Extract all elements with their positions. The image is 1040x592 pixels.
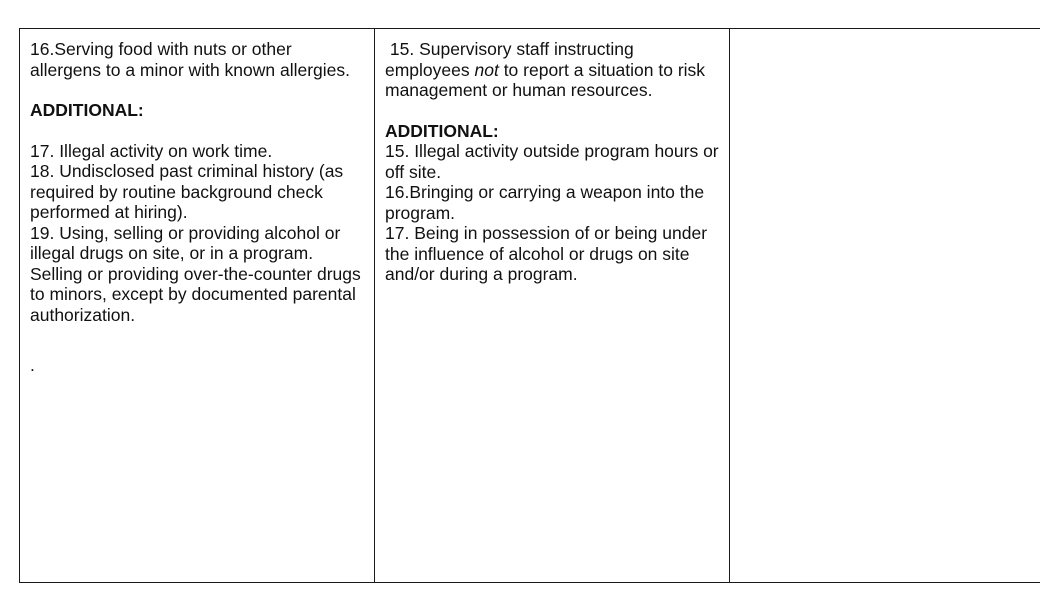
policy-table [19, 28, 1040, 583]
left-additional-heading: ADDITIONAL: [30, 100, 144, 120]
middle-item-15-emphasis: not [474, 59, 499, 80]
middle-item-17: 17. Being in possession of or being under the influence of alcohol or drugs on site and/or during a program. [385, 223, 712, 284]
left-item-16: 16.Serving food with nuts or other allergens to a minor with known allergies. [30, 39, 351, 80]
middle-item-15-end: to report a situation to risk management or human resources. [385, 59, 710, 100]
middle-item-15b: 15. Illegal activity outside program hours or off site. [385, 141, 724, 182]
middle-item-15-start: 15. Supervisory staff instructing employees [385, 39, 639, 80]
right-column-cell [730, 29, 1040, 583]
middle-item-16: 16.Bringing or carrying a weapon into the program. [385, 182, 709, 223]
middle-item-15 [385, 39, 721, 101]
left-column-cell [20, 29, 375, 583]
middle-additional-heading: ADDITIONAL: [385, 120, 499, 141]
left-item-19: 19. Using, selling or providing alcohol or illegal drugs on site, or in a program. Selling or providing over-the-counter drugs to minors, except by documented parental authorization. [30, 222, 366, 325]
left-item-17: 17. Illegal activity on work time. [30, 140, 273, 161]
middle-column-cell [375, 29, 730, 583]
left-trailing-dot: . [30, 355, 35, 375]
table-row [20, 29, 1040, 583]
left-item-18: 18. Undisclosed past criminal history (as required by routine background check performed at hiring). [30, 161, 349, 222]
